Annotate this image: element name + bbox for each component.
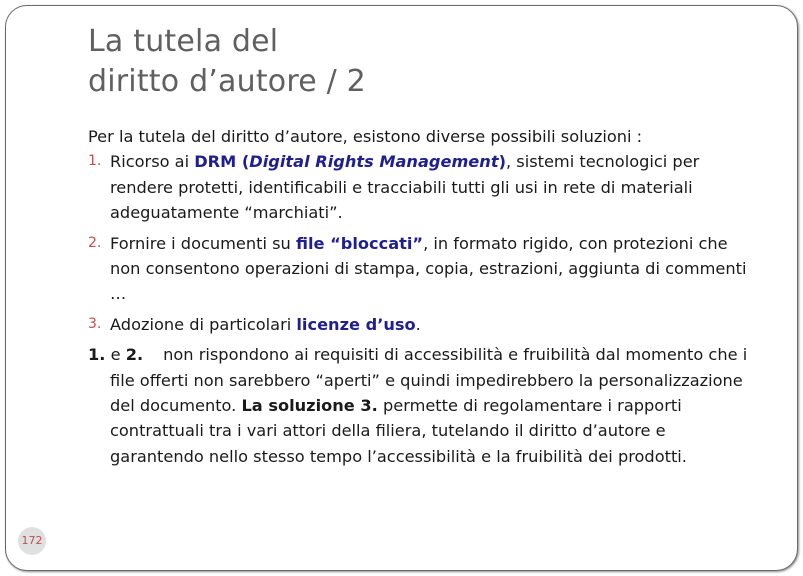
drm-expansion: Digital Rights Management — [249, 152, 499, 172]
solutions-list — [88, 149, 760, 337]
item-text-before: Adozione di particolari — [110, 314, 297, 334]
drm-highlight: DRM (Digital Rights Management) — [194, 152, 506, 172]
solution-callout: La soluzione 3. — [241, 396, 378, 416]
locked-files-highlight: file “bloccati” — [295, 233, 424, 253]
list-item-locked-files — [88, 231, 760, 307]
intro-text: Per la tutela del diritto d’autore, esistono diverse possibili soluzioni : — [88, 127, 643, 146]
list-item-drm — [88, 149, 760, 225]
slide-title — [88, 22, 366, 102]
list-number: 2. — [88, 234, 102, 251]
item-text-after: . — [415, 314, 421, 334]
list-item-licenses — [88, 312, 760, 337]
item-text-after: , in formato rigido, con protezioni che non consentono operazioni di stampa, copia, estrazioni, aggiunta di commenti … — [110, 233, 747, 304]
item-text-after: , sistemi tecnologici per rendere protetti, identificabili e tracciabili tutti gli usi in rete di materiali adeguatamente “marchiati”. — [110, 152, 700, 223]
title-line-2: diritto d’autore / 2 — [88, 64, 366, 99]
page-number-badge: 172 — [18, 527, 46, 555]
licenses-highlight: licenze d’uso — [296, 314, 416, 334]
list-number: 3. — [88, 315, 102, 332]
closing-lead: 1. e 2. — [88, 345, 144, 365]
closing-part-2: permette di regolamentare i rapporti contrattuali tra i vari attori della filiera, tutelando il diritto d’autore e garantendo nello stesso tempo l’accessibilità e la fruibilità dei prodotti. — [110, 396, 687, 466]
title-line-1: La tutela del — [88, 24, 279, 59]
list-number: 1. — [88, 153, 102, 170]
slide-body — [88, 124, 760, 469]
closing-paragraph — [88, 342, 760, 469]
item-text-before: Fornire i documenti su — [110, 233, 296, 253]
item-text-before: Ricorso ai — [110, 152, 195, 172]
closing-part-1: non rispondono ai requisiti di accessibilità e fruibilità dal momento che i file offerti non sarebbero “aperti” e quindi impedirebbero la personalizzazione del documento. — [110, 345, 748, 416]
